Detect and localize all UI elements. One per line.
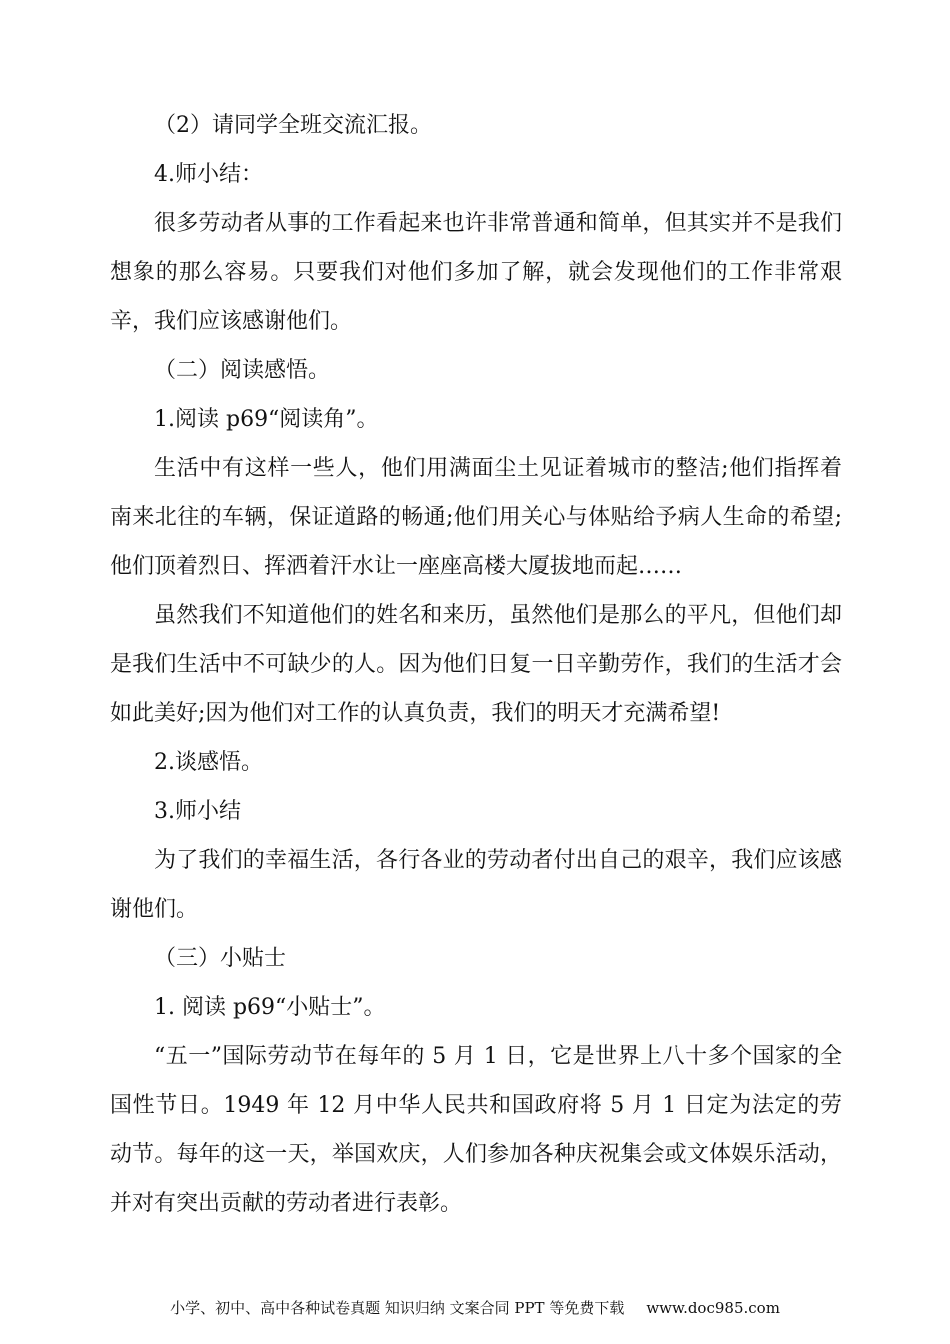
paragraph-teacher-summary-heading: 4.师小结： bbox=[154, 162, 263, 187]
paragraph-labor-day: “五一”国际劳动节在每年的 5 月 1 日，它是世界上八十多个国家的全国性节日。1949 年 12 月中华人民共和国政府将 5 月 1 日定为法定的劳动节。每年的这一天，举国欢庆，人们参加各种庆祝集会或文体娱乐活动，并对有突出贡献的劳动者进行表彰。 bbox=[110, 1044, 842, 1216]
page-footer bbox=[0, 1298, 950, 1318]
paragraph-teacher-summary-2: 为了我们的幸福生活，各行各业的劳动者付出自己的艰辛，我们应该感谢他们。 bbox=[110, 848, 842, 922]
section-heading-tips: （三）小贴士 bbox=[154, 946, 287, 971]
paragraph-reading-corner: 1.阅读 p69“阅读角”。 bbox=[154, 407, 379, 432]
paragraph-teacher-summary: 很多劳动者从事的工作看起来也许非常普通和简单，但其实并不是我们想象的那么容易。只要我们对他们多加了解，就会发现他们的工作非常艰辛，我们应该感谢他们。 bbox=[110, 211, 842, 334]
footer-url[interactable]: www.doc985.com bbox=[646, 1299, 780, 1317]
document-body bbox=[110, 101, 842, 1228]
paragraph-reading-text-1: 生活中有这样一些人，他们用满面尘土见证着城市的整洁;他们指挥着南来北往的车辆，保证道路的畅通;他们用关心与体贴给予病人生命的希望;他们顶着烈日、挥洒着汗水让一座座高楼大厦拔地而起…… bbox=[110, 456, 842, 579]
paragraph-talk-feelings: 2.谈感悟。 bbox=[154, 750, 263, 775]
footer-text: 小学、初中、高中各种试卷真题 知识归纳 文案合同 PPT 等免费下载 bbox=[170, 1299, 625, 1317]
paragraph-class-report: （2）请同学全班交流汇报。 bbox=[154, 113, 432, 138]
section-heading-reading: （二）阅读感悟。 bbox=[154, 358, 331, 383]
paragraph-teacher-summary-2-heading: 3.师小结 bbox=[154, 799, 241, 824]
paragraph-tips-reading: 1. 阅读 p69“小贴士”。 bbox=[154, 995, 386, 1020]
paragraph-reading-text-2: 虽然我们不知道他们的姓名和来历，虽然他们是那么的平凡，但他们却是我们生活中不可缺少的人。因为他们日复一日辛勤劳作，我们的生活才会如此美好;因为他们对工作的认真负责，我们的明天才充满希望! bbox=[110, 603, 842, 726]
